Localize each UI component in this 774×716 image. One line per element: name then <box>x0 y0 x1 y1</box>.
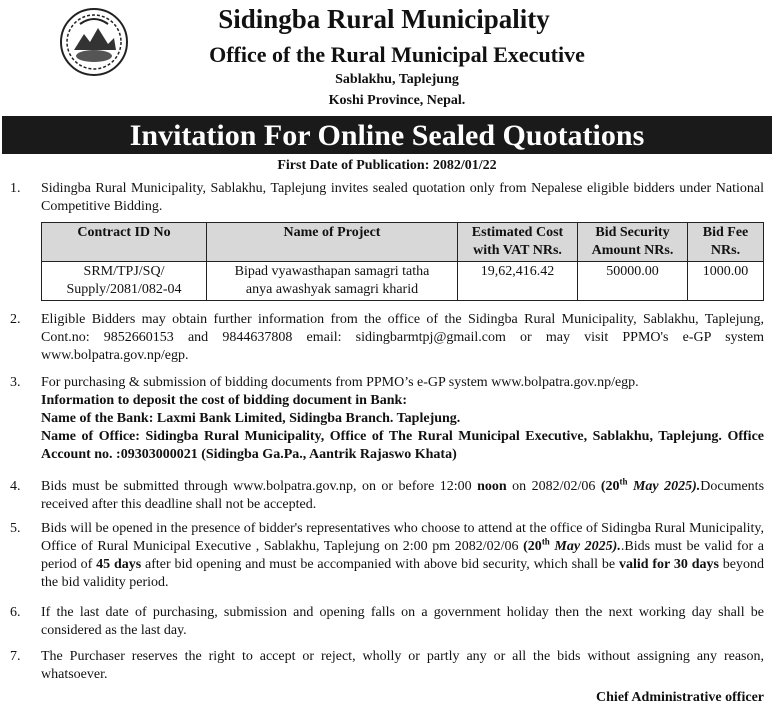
item-number: 7. <box>10 649 21 664</box>
header-project: Name of Project <box>207 223 458 262</box>
item-number: 3. <box>10 375 21 390</box>
address-line: Sablakhu, Taplejung <box>335 72 459 87</box>
item-number: 5. <box>10 521 21 536</box>
item-text: Eligible Bidders may obtain further information from the office of the Sidingba Rural Municipality, Sablakhu, Taplejung, Cont.no: 9852660153 and 9844637808 email: sidingbarmtpj@gmail.com or may visit PPMO's e-GP system www.bolpatra.gov.np/egp. <box>41 312 764 363</box>
item-text: For purchasing & submission of bidding documents from PPMO’s e-GP system www.bolpatra.gov.np/egp. <box>41 375 639 390</box>
bank-name: Name of the Bank: Laxmi Bank Limited, Sidingba Branch. Taplejung. <box>41 411 461 426</box>
item-number: 6. <box>10 605 21 620</box>
office-title: Office of the Rural Municipal Executive <box>209 42 585 67</box>
item-text: The Purchaser reserves the right to accept or reject, wholly or partly any or all the bids without assigning any reason, whatsoever. <box>41 649 764 682</box>
header-security: Bid Security Amount NRs. <box>578 223 688 262</box>
cell-cost: 19,62,416.42 <box>458 262 578 301</box>
item-text: Bids will be opened in the presence of bidder's representatives who choose to attend at the office of Sidingba Rural Municipality, Office of Rural Municipal Executive , Sablakhu, Taplejung on 2:00 pm 2082/02/06 (20th May 2025)..Bids must be valid for a period of 45 days after bid opening and must be accompanied with above bid security, which shall be valid for 30 days beyond the bid validity period. <box>41 521 764 590</box>
item-text: If the last date of purchasing, submission and opening falls on a government holiday then the next working day shall be considered as the last day. <box>41 605 764 638</box>
cell-contract-id: SRM/TPJ/SQ/ Supply/2081/082-04 <box>42 262 207 301</box>
item-number: 4. <box>10 479 21 494</box>
municipality-title: Sidingba Rural Municipality <box>218 4 550 34</box>
item-number: 1. <box>10 181 21 196</box>
table-row <box>42 262 764 301</box>
cell-fee: 1000.00 <box>688 262 764 301</box>
header-cost: Estimated Cost with VAT NRs. <box>458 223 578 262</box>
item-text: Sidingba Rural Municipality, Sablakhu, Taplejung invites sealed quotation only from Nepalese eligible bidders under National Competitive Bidding. <box>41 181 764 214</box>
item-number: 2. <box>10 312 21 327</box>
office-account: Name of Office: Sidingba Rural Municipality, Office of The Rural Municipal Executive, Sablakhu, Taplejung. Office Account no. :09303000021 (Sidingba Ga.Pa., Aantrik Rajaswo Khata) <box>41 429 764 462</box>
notice-banner: Invitation For Online Sealed Quotations <box>2 116 772 154</box>
province-line: Koshi Province, Nepal. <box>328 93 466 108</box>
header-fee: Bid Fee NRs. <box>688 223 764 262</box>
signature: Chief Administrative officer <box>596 690 764 705</box>
contract-table <box>41 222 764 301</box>
item-text: Bids must be submitted through www.bolpatra.gov.np, on or before 12:00 noon on 2082/02/06 (20th May 2025).Documents received after this deadline shall not be accepted. <box>41 476 765 512</box>
bank-info-heading: Information to deposit the cost of bidding document in Bank: <box>41 393 407 408</box>
table-header-row <box>42 223 764 262</box>
cell-project: Bipad vyawasthapan samagri tatha anya awashyak samagri kharid <box>207 262 458 301</box>
cell-security: 50000.00 <box>578 262 688 301</box>
header-contract-id: Contract ID No <box>42 223 207 262</box>
publication-date: First Date of Publication: 2082/01/22 <box>277 158 497 173</box>
